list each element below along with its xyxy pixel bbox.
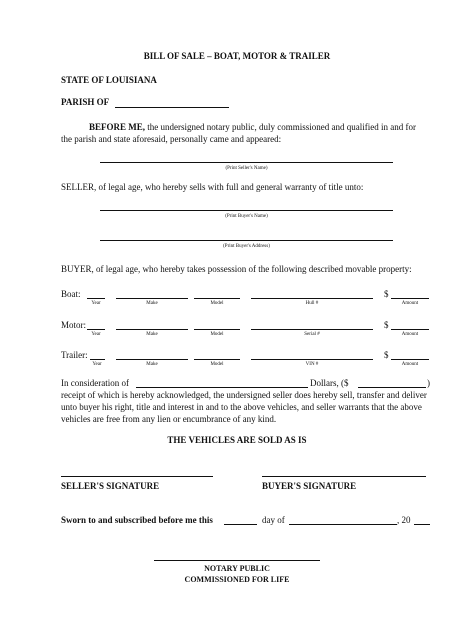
state-label: STATE OF LOUISIANA: [61, 75, 157, 85]
motor-year-caption: Year: [91, 332, 101, 337]
buyer-signature-label: BUYER'S SIGNATURE: [262, 481, 357, 491]
sworn-year-line[interactable]: [414, 524, 430, 525]
motor-amount-caption: Amount: [401, 332, 419, 337]
trailer-label: Trailer:: [61, 350, 88, 360]
sworn-year-prefix: , 20: [397, 515, 411, 525]
notary-signature-line[interactable]: [154, 560, 320, 561]
motor-make-line[interactable]: [116, 329, 188, 330]
notary-title: NOTARY PUBLIC: [204, 564, 270, 573]
sworn-day-of: day of: [262, 515, 285, 525]
motor-dollar-sign: $: [384, 320, 389, 330]
motor-model-caption: Model: [210, 332, 224, 337]
boat-model-line[interactable]: [194, 298, 240, 299]
intro-line-1: [89, 122, 416, 132]
sworn-month-line[interactable]: [289, 524, 397, 525]
buyer-address-line[interactable]: [100, 240, 393, 241]
document-title: BILL OF SALE – BOAT, MOTOR & TRAILER: [143, 51, 331, 61]
boat-hull-caption: Hull #: [305, 301, 319, 306]
consideration-dollars: Dollars, ($: [310, 378, 349, 388]
motor-serial-caption: Serial #: [304, 332, 320, 337]
buyer-name-caption: (Print Buyer's Name): [225, 214, 268, 219]
trailer-dollar-sign: $: [384, 350, 389, 360]
motor-serial-line[interactable]: [251, 329, 373, 330]
consideration-prefix: In consideration of: [61, 378, 129, 388]
buyer-name-line[interactable]: [100, 210, 393, 211]
boat-make-line[interactable]: [116, 298, 188, 299]
buyer-clause: BUYER, of legal age, who hereby takes possession of the following described movable property:: [61, 264, 412, 274]
intro-line-1-text: the undersigned notary public, duly commissioned and qualified in and for: [147, 122, 416, 132]
trailer-amount-caption: Amount: [401, 362, 419, 367]
boat-make-caption: Make: [146, 301, 158, 306]
consideration-words-line[interactable]: [136, 387, 308, 388]
parish-field-line[interactable]: [115, 107, 229, 108]
motor-label: Motor:: [61, 320, 87, 330]
trailer-vin-line[interactable]: [251, 359, 373, 360]
seller-name-caption: (Print Seller's Name): [225, 166, 268, 171]
boat-amount-caption: Amount: [401, 301, 419, 306]
seller-signature-label: SELLER'S SIGNATURE: [61, 481, 160, 491]
trailer-vin-caption: VIN #: [305, 362, 319, 367]
sworn-prefix: Sworn to and subscribed before me this: [61, 515, 213, 525]
motor-amount-line[interactable]: [391, 329, 429, 330]
trailer-year-line[interactable]: [90, 359, 105, 360]
trailer-model-caption: Model: [210, 362, 224, 367]
boat-year-caption: Year: [91, 301, 101, 306]
sworn-day-line[interactable]: [224, 524, 257, 525]
boat-model-caption: Model: [210, 301, 224, 306]
notary-subtitle: COMMISSIONED FOR LIFE: [184, 575, 290, 584]
consideration-line-1: receipt of which is hereby acknowledged, the undersigned seller does hereby sell, transfer and deliver: [61, 390, 427, 400]
intro-line-2: the parish and state aforesaid, personally came and appeared:: [61, 134, 282, 144]
motor-year-line[interactable]: [87, 329, 105, 330]
motor-make-caption: Make: [146, 332, 158, 337]
buyer-signature-line[interactable]: [262, 476, 426, 477]
parish-label: PARISH OF: [61, 97, 110, 107]
trailer-model-line[interactable]: [194, 359, 240, 360]
seller-name-line[interactable]: [100, 162, 393, 163]
boat-year-line[interactable]: [87, 298, 105, 299]
seller-clause: SELLER, of legal age, who hereby sells with full and general warranty of title unto:: [61, 182, 364, 192]
trailer-amount-line[interactable]: [391, 359, 429, 360]
consideration-amount-line[interactable]: [358, 387, 426, 388]
buyer-address-caption: (Print Buyer's Address): [223, 244, 270, 249]
consideration-line-2: unto buyer his right, title and interest in and to the above vehicles, and seller warrants that the above: [61, 402, 422, 412]
motor-model-line[interactable]: [194, 329, 240, 330]
seller-signature-line[interactable]: [61, 476, 213, 477]
consideration-close: ): [427, 378, 430, 388]
trailer-make-line[interactable]: [116, 359, 188, 360]
before-me-lead: BEFORE ME,: [89, 122, 146, 132]
trailer-year-caption: Year: [92, 362, 102, 367]
trailer-make-caption: Make: [146, 362, 158, 367]
consideration-line-3: vehicles are free from any lien or encumbrance of any kind.: [61, 414, 277, 424]
boat-hull-line[interactable]: [251, 298, 373, 299]
boat-dollar-sign: $: [384, 289, 389, 299]
boat-amount-line[interactable]: [391, 298, 429, 299]
as-is-heading: THE VEHICLES ARE SOLD AS IS: [167, 435, 307, 445]
boat-label: Boat:: [61, 289, 81, 299]
